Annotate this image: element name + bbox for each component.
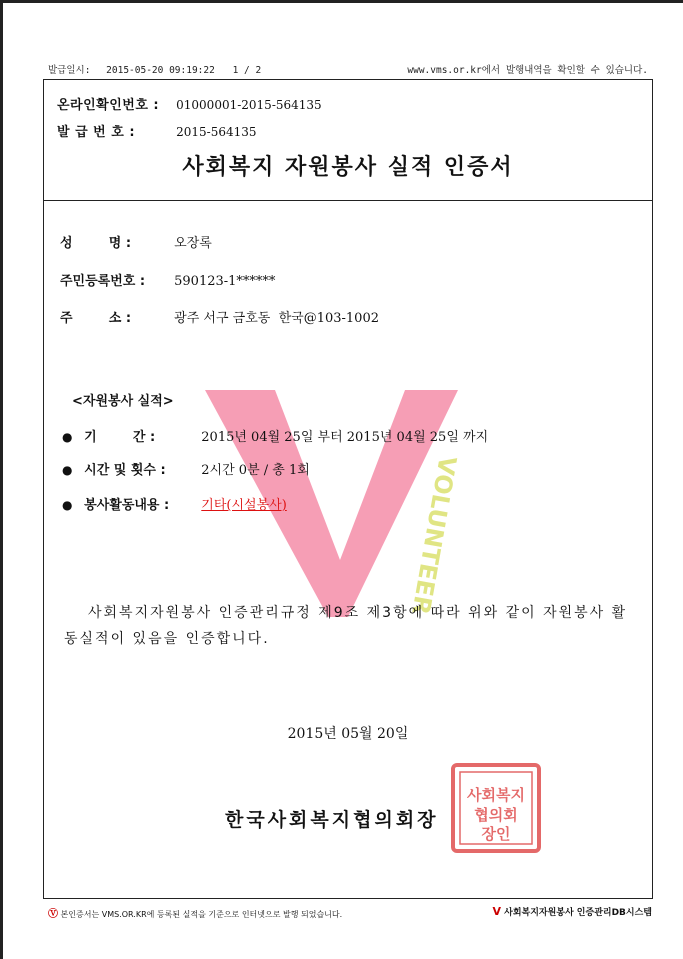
issue-no-row bbox=[57, 121, 257, 140]
v-mark-icon: V bbox=[492, 905, 501, 918]
issue-no-value: 2015-564135 bbox=[176, 125, 257, 139]
certification-statement: 사회복지자원봉사 인증관리규정 제9조 제3항에 따라 위와 같이 자원봉사 활동실적이 있음을 인증합니다. bbox=[64, 605, 628, 647]
online-id-value: 01000001-2015-564135 bbox=[176, 98, 322, 112]
content-value: 기타(시설봉사) bbox=[201, 498, 287, 513]
bullet-icon: ● bbox=[62, 463, 73, 477]
issue-datetime: 2015-05-20 09:19:22 bbox=[106, 65, 215, 76]
period-label: 기 간 : bbox=[84, 430, 156, 445]
activity-section-title: <자원봉사 실적> bbox=[72, 394, 174, 409]
name-row bbox=[60, 232, 212, 251]
address-row bbox=[60, 307, 379, 326]
time-value: 2시간 0분 / 총 1회 bbox=[201, 463, 310, 478]
period-value: 2015년 04월 25일 부터 2015년 04월 25일 까지 bbox=[201, 430, 489, 445]
issue-date: 2015년 05월 20일 bbox=[287, 726, 409, 742]
issuer-title: 한국사회복지협의회장 bbox=[225, 809, 439, 831]
online-id-label: 온라인확인번호 : bbox=[57, 98, 160, 113]
seal-text-middle: 협의회 bbox=[474, 806, 518, 824]
rrn-value: 590123-1****** bbox=[174, 274, 276, 289]
issue-info bbox=[48, 62, 648, 76]
time-label: 시간 및 횟수 : bbox=[84, 463, 166, 478]
official-seal bbox=[450, 762, 542, 854]
verify-note: www.vms.or.kr에서 발행내역을 확인할 수 있습니다. bbox=[407, 65, 648, 76]
name-label: 성 명 : bbox=[60, 236, 132, 251]
scan-edge-left bbox=[0, 0, 3, 959]
rrn-row bbox=[60, 270, 275, 289]
footer-system-text: 사회복지자원봉사 인증관리DB시스템 bbox=[504, 908, 652, 918]
period-row bbox=[62, 426, 488, 445]
content-row bbox=[62, 494, 287, 513]
rrn-label: 주민등록번호 : bbox=[60, 274, 146, 289]
issue-label: 발급일시: bbox=[48, 65, 91, 76]
online-id-row bbox=[57, 94, 322, 113]
certificate-title: 사회복지 자원봉사 실적 인증서 bbox=[182, 155, 514, 180]
header-divider bbox=[43, 200, 653, 201]
issue-no-label: 발 급 번 호 : bbox=[57, 125, 136, 140]
bullet-icon: ● bbox=[62, 430, 73, 444]
footer-note bbox=[48, 905, 342, 920]
seal-text-top: 사회복지 bbox=[467, 786, 525, 804]
address-value: 광주 서구 금호동 한국@103-1002 bbox=[174, 311, 379, 326]
v-logo-icon: Ⓥ bbox=[48, 909, 58, 920]
address-label: 주 소 : bbox=[60, 311, 132, 326]
bullet-icon: ● bbox=[62, 498, 73, 512]
page-number: 1 / 2 bbox=[232, 65, 262, 76]
seal-text-bottom: 장인 bbox=[481, 825, 511, 843]
watermark-text: VOLUNTEER bbox=[406, 453, 462, 617]
time-row bbox=[62, 459, 310, 478]
name-value: 오장록 bbox=[174, 236, 212, 251]
footer-note-text: 본인증서는 VMS.OR.KR에 등록된 실적을 기준으로 인터넷으로 발행 되었습니다. bbox=[60, 910, 343, 919]
scan-edge-top bbox=[0, 0, 683, 3]
footer-system bbox=[492, 905, 652, 918]
content-label: 봉사활동내용 : bbox=[84, 498, 170, 513]
